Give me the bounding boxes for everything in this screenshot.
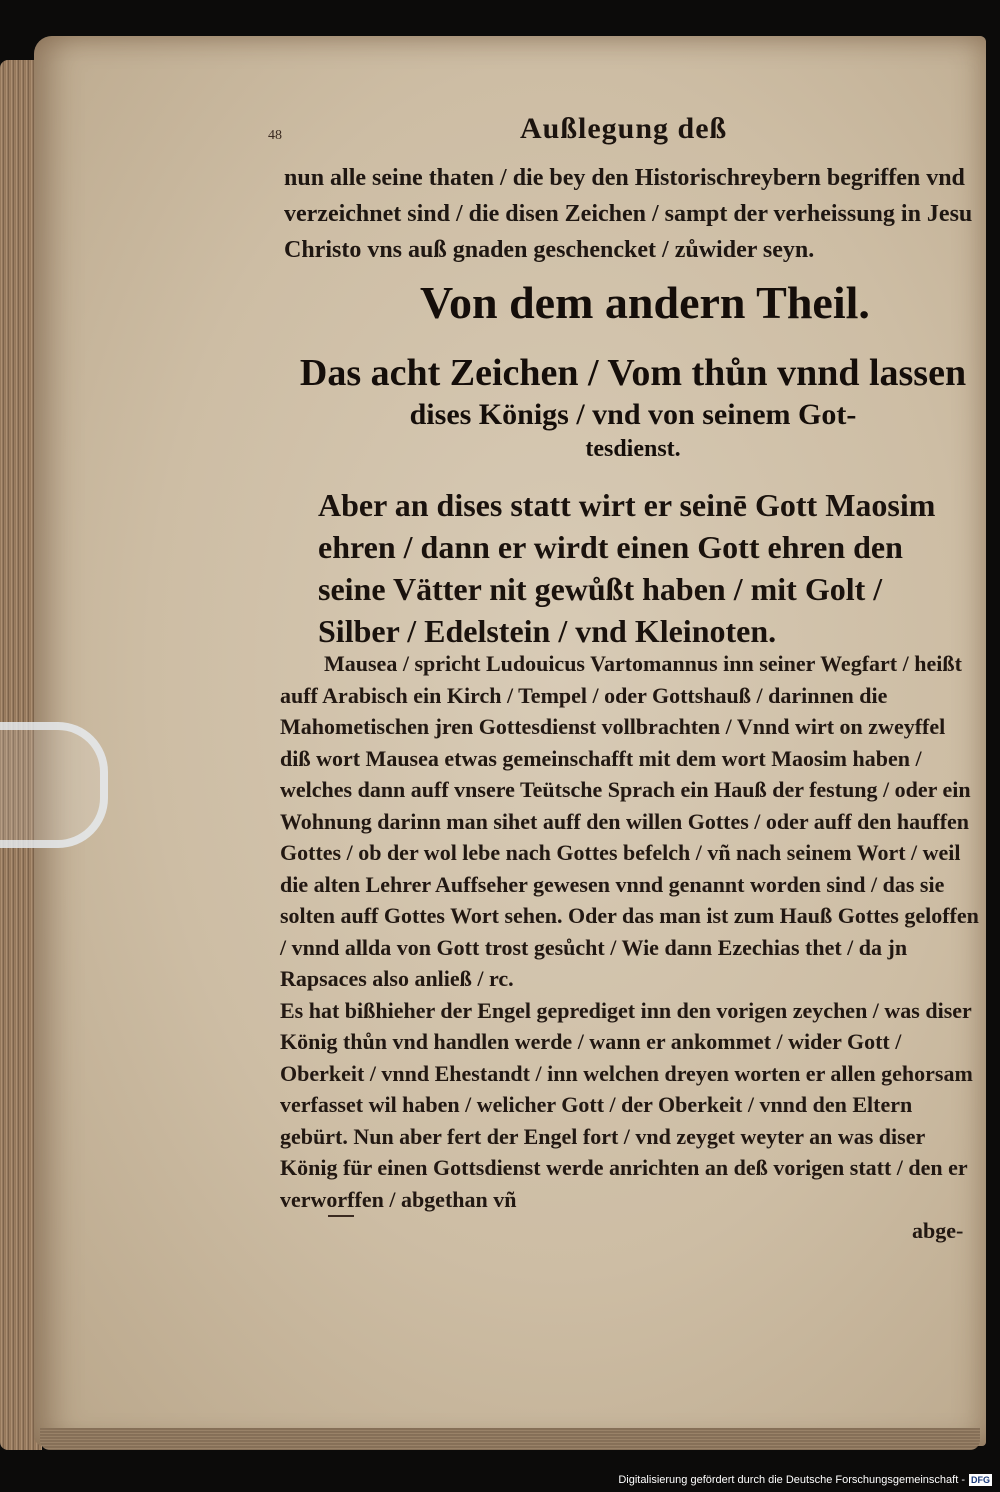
- chapter-heading-line1: Das acht Zeichen / Vom thůn vnnd lassen: [299, 352, 967, 394]
- chapter-heading-line2: dises Königs / vnd von seinem Got-: [409, 398, 857, 431]
- scripture-verse: Aber an dises statt wirt er seinē Gott Maosim ehren / dann er wirdt einen Gott ehren den seine Vätter nit gewůßt haben / mit Golt / Silber / Edelstein / vnd Kleinoten.: [318, 487, 936, 649]
- page-clip: [0, 722, 108, 848]
- digitization-credit: [618, 1474, 992, 1486]
- commentary-paragraph-1: Mausea / spricht Ludouicus Vartomannus inn seiner Wegfart / heißt auff Arabisch ein Kirch / Tempel / oder Gottshauß / darinnen die Mahometischen jren Gottesdienst vollbrachten / Vnnd wirt on zweyffel diß wort Mausea etwas gemeinschafft mit dem wort Maosim haben / welches dann auff vnsere Teütsche Sprach ein Hauß der festung / oder ein Wohnung darinn man sihet auff den willen Gottes / oder auff den hauffen Gottes / ob der wol lebe nach Gottes befelch / vñ nach seinem Wort / weil die alten Lehrer Auffseher gewesen vnnd genannt worden sind / das sie solten auff Gottes Wort sehen. Oder das man ist zum Hauß Gottes geloffen / vnnd allda von Gott trost gesůcht / Wie dann Ezechias thet / da jn Rapsaces also anließ / rc.: [280, 651, 979, 991]
- credit-text: Digitalisierung gefördert durch die Deutsche Forschungsgemeinschaft -: [618, 1474, 965, 1486]
- running-head: Außlegung deß: [520, 112, 728, 145]
- chapter-heading: [286, 350, 980, 464]
- dfg-logo-icon: DFG: [971, 1475, 990, 1485]
- chapter-heading-line3: tesdienst.: [585, 436, 681, 462]
- commentary: [280, 648, 980, 1215]
- section-title: Von dem andern Theil.: [420, 277, 870, 328]
- commentary-paragraph-2: Es hat bißhieher der Engel geprediget inn den vorigen zeychen / was diser König thůn vnd handlen werde / wann er ankommet / wider Gott / Oberkeit / vnnd Ehestandt / inn welchen dreyen worten er allen gehorsam verfasset wil haben / welicher Gott / der Oberkeit / vnnd den Eltern gebürt. Nun aber fert der Engel fort / vnd zeyget weyter an was diser König für einen Gottsdienst werde anrichten an deß vorigen statt / den er verworffen / abgethan vñ: [280, 997, 973, 1212]
- page-number: 48: [268, 128, 282, 143]
- intro-text: nun alle seine thaten / die bey den Historischreybern begriffen vnd verzeichnet sind / die disen Zeichen / sampt der verheissung in Jesu Christo vns auß gnaden geschencket / zůwider seyn.: [284, 165, 973, 263]
- footer-rule: [328, 1215, 354, 1217]
- book-bottom-edge: [40, 1428, 980, 1450]
- catchword: abge-: [912, 1218, 964, 1243]
